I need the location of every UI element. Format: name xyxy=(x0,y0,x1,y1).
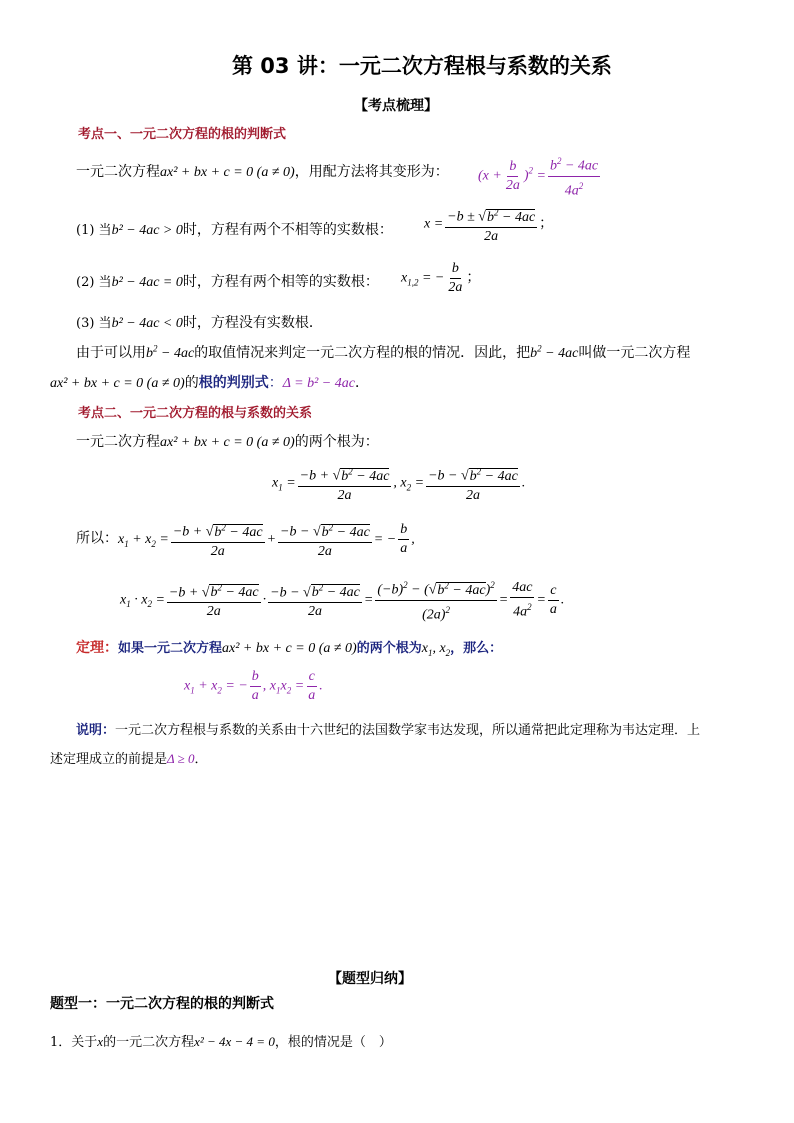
case2-roots-formula: $x_{1,2}$ = − $\frac{b}{2a}$ ； xyxy=(401,261,481,295)
point2-heading: 考点二、一元二次方程的根与系数的关系 xyxy=(78,406,313,421)
case1-text: 时，方程有两个不相等的实数根： xyxy=(182,222,393,238)
q1-prefix: 1．关于 xyxy=(50,1035,98,1050)
q1-var: x xyxy=(97,1034,104,1049)
point1-intro-eq: ax² + bx + c = 0 (a ≠ 0) xyxy=(160,165,295,180)
case1-prefix: (1) 当 xyxy=(76,223,112,238)
sum-line: 所以：$x_1 + x_2$ = $\frac{-b + √b^2 - 4ac}{2a}$ + $\frac{-b - √b^2 - 4ac}{2a}$ = − $\frac{b}{a}$ , xyxy=(76,518,415,561)
case3-text: 时，方程没有实数根． xyxy=(182,315,323,331)
type1-heading: 题型一：一元二次方程的根的判断式 xyxy=(50,996,274,1012)
disc-line2-eq: ax² + bx + c = 0 (a ≠ 0) xyxy=(50,376,185,391)
roots-formula: $x_1$ = $\frac{-b + √b^2 - 4ac}{2a}$ , $x_2$ = $\frac{-b - √b^2 - 4ac}{2a}$ . xyxy=(272,462,525,505)
point1-heading: 考点一、一元二次方程的根的判断式 xyxy=(78,127,287,142)
note-line1 xyxy=(76,719,700,738)
note-text1: 一元二次方程根与系数的关系由十六世纪的法国数学家韦达发现，所以通常把此定理称为韦达定理．上 xyxy=(115,723,701,738)
case2-text: 时，方程有两个相等的实数根： xyxy=(182,274,379,290)
disc-line2-colon: ： xyxy=(268,375,283,391)
question-1 xyxy=(50,1031,392,1050)
theorem-label: 定理： xyxy=(76,640,118,656)
note-label: 说明： xyxy=(76,723,116,738)
q1-mid: 的一元二次方程 xyxy=(103,1035,195,1050)
note-condition: Δ ≥ 0 xyxy=(167,751,195,766)
note-line2 xyxy=(50,748,208,767)
point2-intro-line xyxy=(76,431,379,451)
point2-intro-after: 的两个根为： xyxy=(294,434,379,450)
point1-intro-text: 一元二次方程 xyxy=(76,164,160,180)
disc-text-c: 叫做一元二次方程 xyxy=(578,345,691,361)
point1-intro-after: ，用配方法将其变形为： xyxy=(294,164,449,180)
case3-prefix: (3) 当 xyxy=(76,316,112,331)
discriminant-formula: Δ = b² − 4ac xyxy=(282,376,355,391)
page-title: 第 03 讲：一元二次方程根与系数的关系 xyxy=(232,54,612,78)
disc-line2-bold: 根的判别式 xyxy=(198,375,269,391)
theorem-eq: ax² + bx + c = 0 (a ≠ 0) xyxy=(222,641,357,656)
point2-intro-text: 一元二次方程 xyxy=(76,434,160,450)
case1-line xyxy=(76,219,393,239)
case3-line xyxy=(76,312,323,332)
so-label: 所以： xyxy=(76,530,118,547)
disc-line2-a: 的 xyxy=(184,375,199,391)
point2-intro-eq: ax² + bx + c = 0 (a ≠ 0) xyxy=(160,435,295,450)
discriminant-line2: ax² + bx + c = 0 (a ≠ 0)的根的判别式：Δ = b² − 4ac． xyxy=(50,375,369,391)
case3-condition: b² − 4ac < 0 xyxy=(111,316,183,331)
completed-square-formula: (x + $\frac{b}{2a}$ )$^2$ = $\frac{b^2 - 4ac}{4a^2}$ xyxy=(478,152,602,200)
section-heading-kaodian: 【考点梳理】 xyxy=(354,98,438,114)
theorem-line: 定理：如果一元二次方程ax² + bx + c = 0 (a ≠ 0)的两个根为$x_1$, $x_2$，那么： xyxy=(76,640,503,658)
disc-text-b: 的取值情况来判定一元二次方程的根的情况．因此，把 xyxy=(194,345,531,361)
theorem-text-c: ，那么： xyxy=(450,641,503,656)
disc-text-a: 由于可以用 xyxy=(76,345,146,361)
q1-equation: x² − 4x − 4 = 0 xyxy=(194,1034,275,1049)
case1-condition: b² − 4ac > 0 xyxy=(111,223,183,238)
note-text2b: ． xyxy=(194,752,208,767)
theorem-text-a: 如果一元二次方程 xyxy=(118,641,223,656)
q1-suffix: ，根的情况是（ ） xyxy=(274,1035,392,1050)
theorem-text-b: 的两个根为 xyxy=(356,641,422,656)
disc-expr-2: $b^2 - 4ac$ xyxy=(530,343,579,361)
point1-intro-line xyxy=(76,161,449,181)
product-line: $x_1 \cdot x_2$ = $\frac{-b + √b^2 - 4ac}{2a}$ · $\frac{-b - √b^2 - 4ac}{2a}$ = $\frac{(-b)^2 - (√b^2 - 4ac)^2}{(2a)^2}$ = $\frac{4ac}{4a^2}$ = $\frac{c}{a}$ . xyxy=(120,576,564,624)
case2-condition: b² − 4ac = 0 xyxy=(111,275,183,290)
disc-expr-1: $b^2 - 4ac$ xyxy=(146,343,195,361)
note-text2a: 述定理成立的前提是 xyxy=(50,752,168,767)
case2-prefix: (2) 当 xyxy=(76,275,112,290)
vieta-formulas: $x_1 + x_2$ = − $\frac{b}{a}$ , $x_1x_2$ = $\frac{c}{a}$ . xyxy=(184,669,323,703)
case1-roots-formula: x = $\frac{-b \pm √b^2 - 4ac}{2a}$ ； xyxy=(424,203,553,246)
case2-line xyxy=(76,271,379,291)
discriminant-line1 xyxy=(76,342,690,362)
section-heading-tixing: 【题型归纳】 xyxy=(328,971,412,987)
